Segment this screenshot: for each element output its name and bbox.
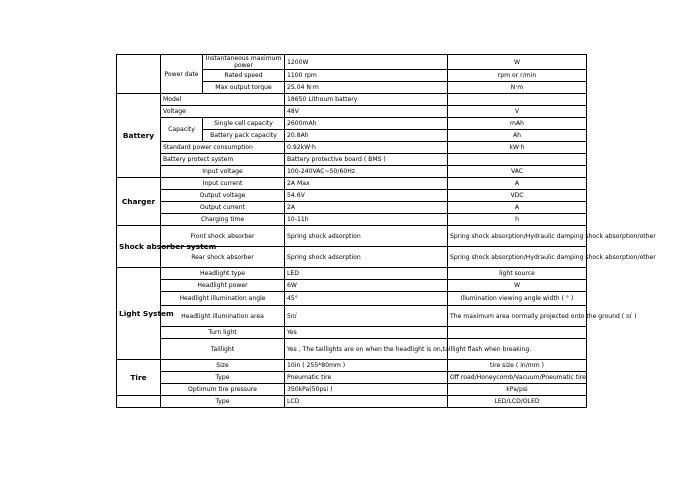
section-tire: Tire: [117, 360, 161, 396]
spec-label: Taillight: [161, 339, 285, 360]
spec-row-charging-time: [117, 214, 587, 226]
spec-value: 0.92kW·h: [285, 142, 448, 154]
spec-row-input-voltage: [117, 166, 587, 178]
spec-value: 54.6V: [285, 190, 448, 202]
spec-value: 2600mAh: [285, 118, 448, 130]
section-charger: Charger: [117, 178, 161, 226]
spec-label: Headlight power: [161, 280, 285, 292]
spec-unit: W: [448, 280, 587, 292]
spec-row-headlight-power: [117, 280, 587, 292]
group-power-date: Power date: [161, 55, 203, 94]
spec-unit: mAh: [448, 118, 587, 130]
spec-label: Model: [161, 94, 285, 106]
spec-unit: Off road/Honeycomb/Vacuum/Pneumatic tire: [448, 372, 587, 384]
spec-unit: kPa/psi: [448, 384, 587, 396]
spec-unit: LED/LCD/OLED: [448, 396, 587, 408]
spec-label: Size: [161, 360, 285, 372]
spec-row-single-cell: [117, 118, 587, 130]
spec-value: 100-240VAC~50/60Hz: [285, 166, 448, 178]
spec-label: Input current: [161, 178, 285, 190]
specification-table: [116, 54, 656, 408]
spec-unit: W: [448, 55, 587, 70]
spec-row-headlight-type: [117, 268, 587, 280]
spec-label: Single cell capacity: [203, 118, 285, 130]
spec-row-model: [117, 94, 587, 106]
section-power: [117, 55, 161, 94]
spec-unit: Spring shock absorption/Hydraulic damping shock absorption/other: [448, 226, 587, 247]
spec-label: Headlight type: [161, 268, 285, 280]
spec-label: Max output torque: [203, 82, 285, 94]
spec-label: Optimum tire pressure: [161, 384, 285, 396]
spec-value: 18650 Lithoum battery: [285, 94, 448, 106]
spec-label: Battery protect system: [161, 154, 285, 166]
spec-value: 20.8Ah: [285, 130, 448, 142]
spec-row-tire-type: [117, 372, 587, 384]
spec-row-front-shock: [117, 226, 587, 247]
spec-unit: Spring shock absorption/Hydraulic damping shock absorption/other: [448, 247, 587, 268]
spec-label: Output voltage: [161, 190, 285, 202]
spec-label: Instantaneous maximum power: [203, 55, 285, 70]
spec-unit: V: [448, 106, 587, 118]
spec-value: 2A Max: [285, 178, 448, 190]
spec-unit: [448, 154, 587, 166]
spec-row-consumption: [117, 142, 587, 154]
spec-row-voltage: [117, 106, 587, 118]
spec-label: Output current: [161, 202, 285, 214]
spec-row-output-current: [117, 202, 587, 214]
spec-row-taillight: [117, 339, 587, 360]
spec-row-output-voltage: [117, 190, 587, 202]
spec-row-headlight-angle: [117, 292, 587, 306]
spec-row-input-current: [117, 178, 587, 190]
spec-label: Standard power consumption: [161, 142, 285, 154]
spec-row-headlight-area: [117, 306, 587, 327]
spec-unit: A: [448, 202, 587, 214]
spec-row-turn-light: [117, 327, 587, 339]
spec-value: LED: [285, 268, 448, 280]
spec-value: Yes , The taillights are on when the headlight is on,taillight flash when breaking.: [285, 339, 448, 360]
spec-value: Spring shock adsorption: [285, 247, 448, 268]
spec-value: Yes: [285, 327, 448, 339]
spec-label: Type: [161, 372, 285, 384]
spec-value: 2A: [285, 202, 448, 214]
spec-unit: A: [448, 178, 587, 190]
section-battery: Battery: [117, 94, 161, 178]
spec-unit: N·m: [448, 82, 587, 94]
spec-label: Headlight illumination area: [161, 306, 285, 327]
spec-value: 10-11h: [285, 214, 448, 226]
spec-label: Rear shock absorber: [161, 247, 285, 268]
spec-unit: light source: [448, 268, 587, 280]
spec-label: Battery pack capacity: [203, 130, 285, 142]
spec-unit: The maximum area normally projected onto the ground ( ㎡ ): [448, 306, 587, 327]
spec-value: 25.04 N·m: [285, 82, 448, 94]
spec-label: Voltage: [161, 106, 285, 118]
spec-row-tire-size: [117, 360, 587, 372]
spec-value: Battery protective board ( BMS ): [285, 154, 448, 166]
spec-label: Input voltage: [161, 166, 285, 178]
spec-value: 1100 rpm: [285, 70, 448, 82]
spec-unit: [448, 94, 587, 106]
group-capacity: Capacity: [161, 118, 203, 142]
spec-label: Front shock absorber: [161, 226, 285, 247]
spec-label: Type: [161, 396, 285, 408]
spec-unit: [448, 327, 587, 339]
spec-unit: VAC: [448, 166, 587, 178]
spec-value: 48V: [285, 106, 448, 118]
spec-unit: rpm or r/min: [448, 70, 587, 82]
spec-label: Turn light: [161, 327, 285, 339]
spec-unit: kW·h: [448, 142, 587, 154]
section-display: [117, 396, 161, 408]
spec-value: 350kPa(50psi ): [285, 384, 448, 396]
spec-unit: tire size ( in/mm ): [448, 360, 587, 372]
spec-unit: h: [448, 214, 587, 226]
spec-value: 45°: [285, 292, 448, 306]
spec-value: 6W: [285, 280, 448, 292]
spec-value: 1200W: [285, 55, 448, 70]
spec-value: LCD: [285, 396, 448, 408]
spec-label: Headlight illumination angle: [161, 292, 285, 306]
spec-unit: Illumination viewing angle width ( ° ): [448, 292, 587, 306]
spec-unit: VDC: [448, 190, 587, 202]
spec-row-protect: [117, 154, 587, 166]
spec-value: 5㎡: [285, 306, 448, 327]
spec-value: Pneumatic tire: [285, 372, 448, 384]
section-light: Light System: [117, 268, 161, 360]
spec-label: Charging time: [161, 214, 285, 226]
spec-value: 10in ( 255*80mm ): [285, 360, 448, 372]
spec-label: Rated speed: [203, 70, 285, 82]
spec-value: Spring shock adsorption: [285, 226, 448, 247]
spec-row-max-power: [117, 55, 587, 70]
section-shock: Shock absorber system: [117, 226, 161, 268]
spec-row-display-type: [117, 396, 587, 408]
spec-unit: Ah: [448, 130, 587, 142]
spec-row-tire-pressure: [117, 384, 587, 396]
